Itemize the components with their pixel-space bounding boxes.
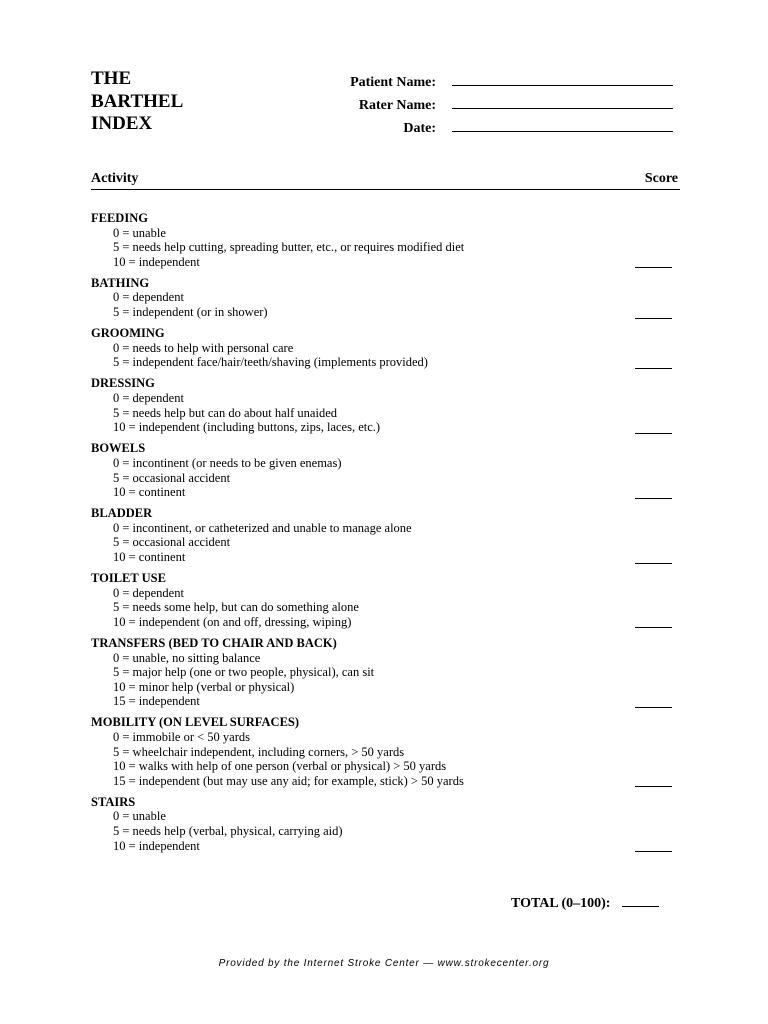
score-option: 0 = dependent (113, 290, 184, 305)
score-option: 0 = dependent (113, 391, 184, 406)
score-field[interactable] (635, 617, 672, 628)
score-option: 10 = independent (113, 838, 200, 853)
score-option: 0 = unable (113, 809, 166, 824)
activity-section (91, 376, 676, 434)
activity-section (91, 795, 676, 853)
score-option: 5 = needs help cutting, spreading butter, etc., or requires modified diet (113, 240, 465, 255)
score-option: 5 = wheelchair independent, including corners, > 50 yards (113, 744, 405, 759)
score-field[interactable] (635, 697, 672, 708)
score-option: 5 = major help (one or two people, physical), can sit (113, 665, 375, 680)
activity-name: BATHING (91, 275, 150, 290)
total-score-field[interactable] (622, 894, 659, 907)
score-option: 10 = walks with help of one person (verbal or physical) > 50 yards (113, 759, 447, 774)
score-option: 0 = unable (113, 225, 166, 240)
score-option: 10 = independent (on and off, dressing, wiping) (113, 614, 352, 629)
activity-section (91, 571, 676, 629)
rater-name-row (330, 95, 675, 118)
title-line-3: INDEX (91, 113, 153, 134)
patient-name-label: Patient Name: (350, 75, 436, 90)
score-field[interactable] (635, 776, 672, 787)
score-option: 5 = occasional accident (113, 470, 231, 485)
score-option: 0 = needs to help with personal care (113, 340, 294, 355)
score-option: 5 = needs help (verbal, physical, carrying aid) (113, 824, 343, 839)
activity-name: TOILET USE (91, 571, 166, 586)
activity-section (91, 506, 676, 564)
score-option: 15 = independent (113, 694, 200, 709)
activity-name: GROOMING (91, 326, 165, 341)
rater-name-label: Rater Name: (358, 98, 436, 113)
score-option: 5 = needs help but can do about half unaided (113, 405, 337, 420)
score-option: 5 = independent face/hair/teeth/shaving (implements provided) (113, 355, 428, 370)
score-field[interactable] (635, 553, 672, 564)
form-title (91, 68, 183, 136)
patient-name-field[interactable] (452, 72, 673, 86)
score-option: 10 = independent (including buttons, zips, laces, etc.) (113, 420, 381, 435)
score-option: 0 = unable, no sitting balance (113, 650, 261, 665)
activity-section (91, 636, 676, 709)
activity-column-header: Activity (91, 171, 139, 186)
score-field[interactable] (635, 358, 672, 369)
score-option: 5 = independent (or in shower) (113, 305, 268, 320)
activity-section (91, 441, 676, 499)
title-line-2: BARTHEL (91, 90, 184, 112)
date-field[interactable] (452, 118, 673, 132)
date-label: Date: (403, 121, 436, 136)
patient-name-row (330, 72, 675, 95)
total-row (511, 894, 676, 912)
activity-list (91, 211, 676, 860)
total-label: TOTAL (0–100): (511, 896, 611, 911)
score-option: 5 = needs some help, but can do something alone (113, 600, 359, 615)
activity-section (91, 211, 676, 269)
score-option: 0 = incontinent (or needs to be given enemas) (113, 455, 342, 470)
activity-section (91, 276, 676, 320)
score-option: 0 = immobile or < 50 yards (113, 730, 250, 744)
score-field[interactable] (635, 308, 672, 319)
score-field[interactable] (635, 423, 672, 434)
table-header (91, 170, 680, 190)
activity-name: BLADDER (91, 506, 153, 521)
score-option: 0 = dependent (113, 585, 184, 600)
activity-name: MOBILITY (ON LEVEL SURFACES) (91, 715, 300, 730)
score-option: 10 = independent (113, 254, 200, 269)
activity-name: DRESSING (91, 376, 155, 391)
title-line-1: THE (91, 68, 132, 89)
score-field[interactable] (635, 841, 672, 852)
activity-section (91, 326, 676, 370)
rater-name-field[interactable] (452, 95, 673, 109)
score-option: 0 = incontinent, or catheterized and unable to manage alone (113, 520, 412, 535)
activity-section (91, 715, 676, 788)
patient-info-fields (330, 72, 675, 141)
score-option: 10 = continent (113, 485, 186, 500)
score-option: 15 = independent (but may use any aid; for example, stick) > 50 yards (113, 773, 464, 788)
score-field[interactable] (635, 257, 672, 268)
activity-name: FEEDING (91, 211, 148, 225)
score-option: 5 = occasional accident (113, 535, 231, 550)
activity-name: STAIRS (91, 794, 136, 809)
score-option: 10 = continent (113, 549, 186, 564)
score-option: 10 = minor help (verbal or physical) (113, 679, 295, 694)
footer-credit: Provided by the Internet Stroke Center — www.strokecenter.org (218, 958, 550, 969)
activity-name: TRANSFERS (BED TO CHAIR AND BACK) (91, 635, 337, 650)
score-field[interactable] (635, 488, 672, 499)
score-column-header: Score (644, 171, 678, 186)
activity-name: BOWELS (91, 441, 146, 456)
date-row (330, 118, 675, 141)
